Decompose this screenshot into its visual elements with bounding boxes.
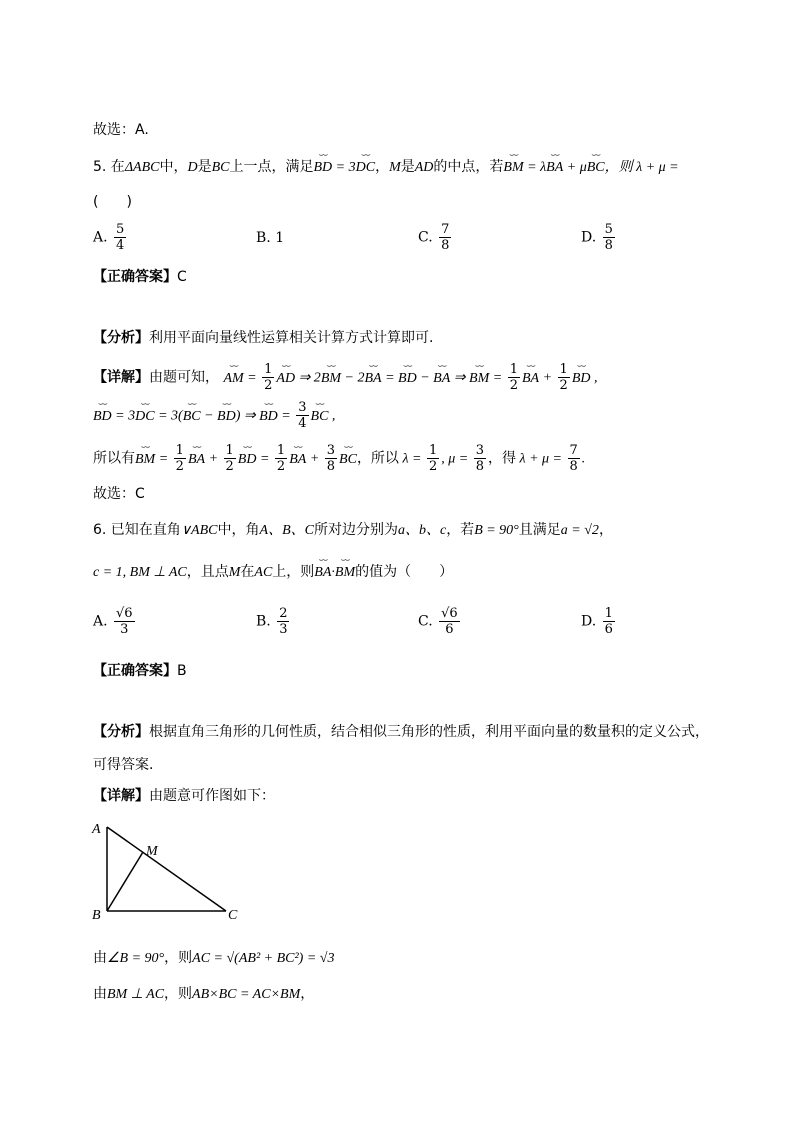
- math-token: λ =: [398, 451, 425, 467]
- math-token: [427, 443, 439, 474]
- q5-stem-part: M: [389, 160, 401, 175]
- step-math: ∠B = 90°: [107, 951, 165, 966]
- answer-label: 【正确答案】: [93, 269, 177, 285]
- denominator: 6: [604, 622, 613, 637]
- analysis-label: 【分析】: [93, 330, 149, 346]
- option-label: A.: [93, 613, 108, 630]
- denominator: 3: [279, 622, 288, 637]
- label-m: M: [146, 844, 158, 859]
- math-token: 4: [298, 416, 307, 431]
- math-token: [262, 362, 274, 393]
- math-token: ⌣⌣ BM: [321, 369, 341, 389]
- math-token: =: [155, 451, 172, 467]
- q6-option-a: [93, 606, 137, 637]
- detail-label: 【详解】: [93, 369, 149, 386]
- step-text: 由: [93, 950, 107, 966]
- fraction: [439, 606, 460, 637]
- math-token: =: [277, 408, 295, 424]
- analysis-text: 利用平面向量线性运算相关计算方式计算即可.: [149, 330, 434, 346]
- q6-stem-line-2: [93, 562, 453, 583]
- q5-stem-part: 中，: [159, 159, 188, 175]
- math-token: ⌣⌣ BD: [398, 369, 417, 389]
- step-text: 由: [93, 986, 107, 1002]
- numerator: 7: [441, 222, 450, 237]
- math-token: [325, 443, 337, 474]
- q6-answer: [93, 661, 187, 681]
- math-token: 1: [225, 443, 234, 458]
- math-token: 1: [276, 443, 286, 458]
- math-token: =: [489, 370, 506, 386]
- math-token: [558, 362, 570, 393]
- math-token: [568, 443, 580, 474]
- q6-analysis-2: 可得答案.: [93, 757, 154, 773]
- answer-value: C: [177, 269, 187, 285]
- math-token: ⌣⌣ BD: [238, 450, 257, 470]
- math-token: ⌣⌣ BD: [572, 369, 591, 389]
- math-token: −: [416, 370, 434, 386]
- option-label: D.: [581, 229, 597, 246]
- math-token: −: [200, 408, 218, 424]
- q6-step-2: [93, 984, 314, 1005]
- q6-analysis-1: [93, 722, 709, 742]
- q6-text: 在: [240, 564, 255, 580]
- math-token: 1: [428, 443, 438, 458]
- math-token: [174, 443, 186, 474]
- denominator: 6: [445, 622, 454, 637]
- step-math: AB×BC = AC×BM: [192, 987, 301, 1002]
- math-token: [508, 362, 520, 393]
- denominator: 3: [120, 622, 129, 637]
- segment-ac: [107, 827, 226, 911]
- math-token: =: [243, 370, 261, 386]
- q6-option-b: [256, 606, 291, 637]
- math-token: ⇒ 2: [295, 370, 321, 386]
- math-token: ) ⇒: [235, 408, 260, 424]
- option-label: C.: [418, 229, 433, 246]
- math-token: ⌣⌣ BA: [522, 369, 539, 389]
- option-label: D.: [581, 613, 597, 630]
- q5-option-d: [581, 222, 617, 253]
- detail-text: 由题意可作图如下：: [149, 788, 275, 804]
- vector-bc: ⌣⌣ BC: [587, 158, 605, 178]
- q5-stem-part: ΔABC: [124, 160, 160, 175]
- fraction: [277, 606, 289, 637]
- analysis-label: 【分析】: [93, 724, 149, 740]
- q5-option-a: [93, 222, 128, 253]
- vector-dc: ⌣⌣ DC: [356, 158, 375, 178]
- q6-text: a、b、c: [397, 523, 447, 538]
- math-token: 2: [225, 459, 234, 474]
- detail-intro: 由题可知，: [149, 369, 219, 386]
- option-label: B.: [256, 230, 271, 246]
- vector-ba: ⌣⌣ BA: [546, 158, 563, 178]
- math-token: .: [581, 451, 586, 467]
- math-token: ⌣⌣ AD: [276, 369, 295, 389]
- numerator: √6: [116, 606, 133, 621]
- math-token: λ + μ =: [516, 451, 566, 467]
- q6-text: AC: [254, 565, 273, 580]
- math-token: ⌣⌣ BA: [188, 450, 205, 470]
- q6-stem-line-1: [93, 520, 613, 541]
- q6-detail: [93, 786, 275, 806]
- label-c: C: [228, 908, 238, 923]
- q6-option-d: [581, 606, 617, 637]
- q6-option-c: [418, 606, 462, 637]
- q5-stem-part: 是: [400, 159, 415, 175]
- answer-label: 【正确答案】: [93, 663, 177, 679]
- q5-detail-line-2: [93, 400, 335, 431]
- q5-stem-part: 5. 在: [93, 159, 125, 175]
- q6-text: ，: [598, 522, 613, 538]
- fraction: [114, 606, 135, 637]
- q6-text: 中，角: [217, 522, 260, 538]
- math-token: ⌣⌣ DC: [135, 407, 154, 427]
- label-b: B: [92, 908, 101, 923]
- label-a: A: [92, 822, 101, 837]
- math-token: ⌣⌣ BC: [183, 407, 201, 427]
- vector-bd: ⌣⌣ BD: [314, 158, 333, 178]
- answer-value: B: [177, 663, 187, 679]
- vector-bm: ⌣⌣ BM: [503, 158, 523, 178]
- math-token: 3: [475, 443, 484, 458]
- q5-stem-part: D: [187, 160, 198, 175]
- q5-detail-line-1: [93, 362, 597, 393]
- math-token: 3: [326, 443, 336, 458]
- math-token: =: [256, 451, 273, 467]
- math-token: ⌣⌣ BM: [135, 450, 155, 470]
- math-token: 2: [264, 378, 273, 393]
- q6-step-1: [93, 948, 334, 969]
- q5-option-b: [256, 230, 284, 246]
- math-token: ⌣⌣ BD: [259, 407, 278, 427]
- q6-text: c = 1, BM ⊥ AC: [93, 565, 187, 580]
- step-math: BM ⊥ AC: [107, 987, 165, 1002]
- q6-text: A、B、C: [259, 523, 314, 538]
- numerator: √6: [441, 606, 458, 621]
- q5-stem-part: 的中点，若: [433, 159, 504, 175]
- math-token: [224, 443, 236, 474]
- math-token: 8: [475, 459, 484, 474]
- q6-text: 上，则: [272, 564, 315, 580]
- denominator: 8: [604, 238, 613, 253]
- q5-stem-part: = λ: [523, 160, 547, 175]
- math-token: ·: [331, 565, 335, 580]
- prev-answer: 故选：A.: [93, 122, 149, 138]
- math-token: ⌣⌣ BA: [289, 450, 306, 470]
- math-token: ⇒: [450, 370, 470, 386]
- q5-stem-part: 上一点，满足: [229, 159, 314, 175]
- step-math: AC = √(AB² + BC²) = √3: [192, 951, 335, 966]
- math-token: 3: [298, 400, 307, 415]
- numerator: 5: [116, 222, 125, 237]
- fraction: [114, 222, 126, 253]
- q5-answer: [93, 267, 187, 287]
- q6-text: ，且点: [186, 564, 229, 580]
- math-token: 1: [175, 443, 184, 458]
- step-text: ，: [300, 986, 315, 1002]
- math-token: 2: [175, 459, 184, 474]
- numerator: 2: [279, 606, 288, 621]
- math-token: 8: [569, 459, 578, 474]
- math-token: 1: [559, 362, 568, 377]
- q6-text: ∨ABC: [180, 523, 218, 538]
- q6-text: 6. 已知在直角: [93, 522, 181, 538]
- option-value: 1: [275, 230, 285, 246]
- q5-option-c: [418, 222, 453, 253]
- math-token: , μ =: [441, 451, 472, 467]
- math-token: ,: [328, 408, 336, 424]
- fraction: [439, 222, 451, 253]
- math-token: − 2: [341, 370, 365, 386]
- fraction: [603, 606, 615, 637]
- math-token: 7: [569, 443, 578, 458]
- math-token: [474, 443, 486, 474]
- math-token: ⌣⌣ BA: [433, 369, 450, 389]
- q5-stem: [93, 157, 679, 178]
- q6-text: ，若: [446, 522, 475, 538]
- q5-stem-part: = 3: [332, 160, 356, 175]
- math-token: 1: [509, 362, 518, 377]
- math-token: = 3: [111, 408, 136, 424]
- math-token: ⌣⌣ BD: [217, 407, 236, 427]
- q6-text: 且满足: [518, 522, 561, 538]
- math-token: = 3(: [154, 408, 183, 424]
- option-label: A.: [93, 229, 108, 246]
- detail-label: 【详解】: [93, 788, 149, 804]
- math-token: ⌣⌣ AM: [223, 369, 243, 389]
- math-token: =: [381, 370, 399, 386]
- math-token: 2: [276, 459, 286, 474]
- math-token: 2: [509, 378, 518, 393]
- q6-text: 的值为（ ）: [355, 564, 454, 580]
- q6-text: 所对边分别为: [313, 522, 398, 538]
- math-token: ⌣⌣ BA: [364, 369, 381, 389]
- math-token: ⌣⌣ BM: [469, 369, 489, 389]
- option-label: C.: [418, 613, 433, 630]
- q6-text: M: [228, 565, 241, 580]
- triangle-figure: [88, 815, 258, 925]
- fraction: [603, 222, 615, 253]
- segment-bm: [107, 852, 143, 911]
- math-token: ⌣⌣ BD: [93, 407, 112, 427]
- q5-stem-part: AD: [414, 160, 434, 175]
- denominator: 8: [441, 238, 450, 253]
- q5-analysis: [93, 328, 433, 348]
- analysis-text: 根据直角三角形的几何性质，结合相似三角形的性质，利用平面向量的数量积的定义公式，: [149, 724, 709, 740]
- math-token: 8: [326, 459, 336, 474]
- q6-text: a = √2: [560, 523, 599, 538]
- q5-stem-part: ，: [375, 159, 390, 175]
- numerator: 5: [604, 222, 613, 237]
- option-label: B.: [256, 613, 271, 630]
- q5-stem-part: + μ: [563, 160, 587, 175]
- q5-stem-part: 是: [197, 159, 212, 175]
- suoyi2-text: ，所以: [356, 450, 399, 467]
- q5-stem-part: ，则 λ + μ =: [604, 160, 679, 175]
- math-token: ,: [590, 370, 598, 386]
- math-token: +: [205, 451, 222, 467]
- math-token: ⌣⌣ BC: [339, 450, 357, 470]
- q6-text: B = 90°: [474, 523, 519, 538]
- suoyi-text: 所以有: [93, 450, 135, 467]
- math-token: ⌣⌣ BC: [311, 407, 329, 427]
- denominator: 4: [116, 238, 125, 253]
- step-text: ，则: [164, 950, 193, 966]
- math-token: 1: [264, 362, 273, 377]
- numerator: 1: [604, 606, 613, 621]
- q5-paren: ( ): [93, 194, 132, 210]
- math-token: +: [539, 370, 556, 386]
- math-token: 2: [428, 459, 438, 474]
- vector-ba: ⌣⌣ BA: [314, 563, 331, 583]
- q5-detail-line-3: [93, 443, 585, 474]
- q5-stem-part: BC: [211, 160, 230, 175]
- q5-conclusion: 故选：C: [93, 486, 145, 502]
- de-text: ，得: [488, 450, 516, 467]
- math-token: [275, 443, 287, 474]
- math-token: 2: [559, 378, 568, 393]
- math-token: [296, 400, 308, 431]
- vector-bm: ⌣⌣ BM: [335, 563, 355, 583]
- math-token: +: [306, 451, 323, 467]
- step-text: ，则: [164, 986, 193, 1002]
